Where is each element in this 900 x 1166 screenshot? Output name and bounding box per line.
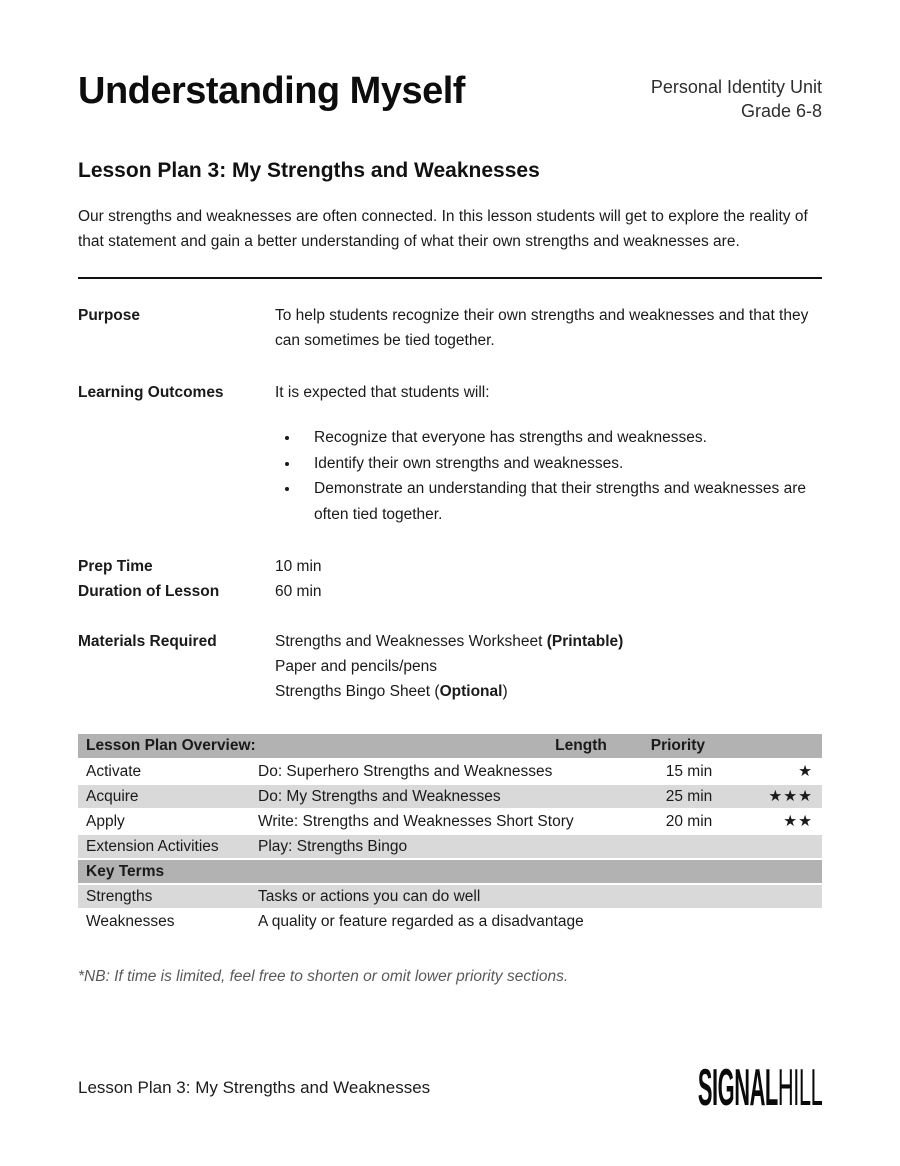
activity-cell: Do: Superhero Strengths and Weaknesses <box>258 762 553 780</box>
length-cell: 25 min <box>665 787 713 805</box>
activity-cell: Play: Strengths Bingo <box>258 837 408 855</box>
purpose-row <box>78 303 822 353</box>
outcomes-list <box>275 425 822 527</box>
lesson-details <box>78 303 822 704</box>
outcomes-label: Learning Outcomes <box>78 384 224 401</box>
priority-stars: ★ <box>798 763 813 780</box>
activity-cell: Do: My Strengths and Weaknesses <box>258 787 501 805</box>
material-item: Strengths and Weaknesses Worksheet (Printable) <box>275 633 624 650</box>
outcomes-content <box>275 380 822 527</box>
document-footer <box>78 1058 822 1118</box>
document-page <box>78 0 822 1118</box>
duration-row <box>78 579 822 604</box>
outcomes-intro: It is expected that students will: <box>275 384 490 401</box>
term-cell: Weaknesses <box>86 912 175 930</box>
purpose-label: Purpose <box>78 307 141 324</box>
section-divider <box>78 277 822 279</box>
purpose-text: To help students recognize their own strengths and weaknesses and that they can sometimes be tied together. <box>275 307 809 349</box>
prep-time-label: Prep Time <box>78 558 153 575</box>
grade-range: Grade 6-8 <box>740 101 822 121</box>
table-header-title: Lesson Plan Overview: <box>86 737 256 754</box>
table-row <box>78 835 822 860</box>
table-row <box>78 810 822 835</box>
logo-signal: SIGNAL <box>697 1059 778 1117</box>
document-header <box>78 70 822 123</box>
term-row <box>78 885 822 910</box>
table-row <box>78 785 822 810</box>
table-header-row <box>78 734 822 760</box>
length-cell: 15 min <box>665 762 713 780</box>
phase-cell: Extension Activities <box>86 837 219 855</box>
key-terms-label: Key Terms <box>86 862 165 880</box>
outcome-item: • Demonstrate an understanding that their strengths and weaknesses are often tied together. <box>300 476 822 527</box>
priority-stars: ★★★ <box>768 788 813 805</box>
outcome-item: • Identify their own strengths and weaknesses. <box>300 451 822 477</box>
duration-label: Duration of Lesson <box>78 583 220 600</box>
length-cell: 20 min <box>665 812 713 830</box>
priority-stars: ★★ <box>783 813 813 830</box>
activity-cell: Write: Strengths and Weaknesses Short Story <box>258 812 574 830</box>
prep-time-row <box>78 554 822 579</box>
materials-row <box>78 629 822 704</box>
outcomes-row <box>78 380 822 527</box>
footer-lesson-title: Lesson Plan 3: My Strengths and Weaknesses <box>78 1078 431 1097</box>
lesson-intro: Our strengths and weaknesses are often connected. In this lesson students will get to explore the reality of that statement and gain a better understanding of what their own strengths and weaknesses are. <box>78 208 808 250</box>
phase-cell: Activate <box>86 762 142 780</box>
key-terms-section-row <box>78 860 822 885</box>
logo-hill: HILL <box>777 1059 822 1117</box>
signal-hill-logo <box>697 1059 822 1117</box>
materials-list <box>275 629 822 704</box>
priority-footnote: *NB: If time is limited, feel free to shorten or omit lower priority sections. <box>78 968 569 985</box>
unit-name: Personal Identity Unit <box>650 77 822 97</box>
unit-info <box>651 70 822 123</box>
document-title: Understanding Myself <box>78 70 465 112</box>
term-row <box>78 910 822 935</box>
table-header-priority: Priority <box>650 737 705 754</box>
definition-cell: A quality or feature regarded as a disadvantage <box>258 912 584 930</box>
prep-time-value: 10 min <box>275 558 322 575</box>
phase-cell: Acquire <box>86 787 139 805</box>
duration-value: 60 min <box>275 583 322 600</box>
lesson-heading: Lesson Plan 3: My Strengths and Weaknesses <box>78 159 540 182</box>
phase-cell: Apply <box>86 812 125 830</box>
materials-label: Materials Required <box>78 633 217 650</box>
material-item: Paper and pencils/pens <box>275 658 438 675</box>
definition-cell: Tasks or actions you can do well <box>258 887 481 905</box>
term-cell: Strengths <box>86 887 153 905</box>
table-header-length: Length <box>555 737 607 754</box>
outcome-item: • Recognize that everyone has strengths and weaknesses. <box>300 425 822 451</box>
table-row <box>78 760 822 785</box>
material-item: Strengths Bingo Sheet (Optional) <box>275 683 508 700</box>
lesson-plan-overview-table <box>78 734 822 935</box>
